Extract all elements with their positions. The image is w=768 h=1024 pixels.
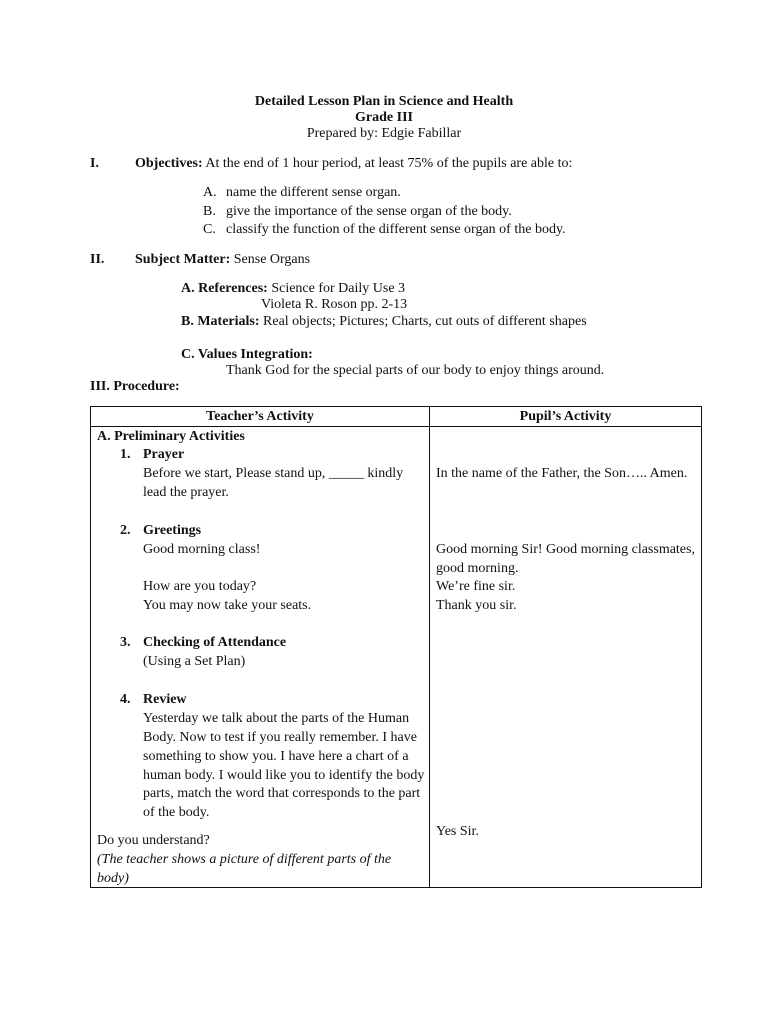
teacher-line: Body. Now to test if you really remember. I have bbox=[143, 730, 417, 745]
teacher-activity-cell bbox=[91, 427, 430, 888]
pupil-activity-cell bbox=[430, 427, 702, 888]
teacher-note: (The teacher shows a picture of different parts of the bbox=[97, 852, 392, 867]
teacher-line: of the body. bbox=[143, 805, 210, 820]
procedure-label: III. Procedure: bbox=[90, 379, 180, 394]
document-title: Detailed Lesson Plan in Science and Health bbox=[254, 94, 514, 109]
teacher-line: lead the prayer. bbox=[143, 485, 229, 500]
objective-letter: A. bbox=[203, 185, 217, 200]
references-text: Science for Daily Use 3 bbox=[271, 281, 406, 296]
teacher-line: something to show you. I have here a chart of a bbox=[143, 749, 409, 764]
pupil-line: Good morning Sir! Good morning classmates, bbox=[436, 542, 695, 557]
step-title: Checking of Attendance bbox=[143, 635, 287, 650]
pupil-line: In the name of the Father, the Son….. Amen. bbox=[436, 466, 688, 481]
prepared-by: Prepared by: Edgie Fabillar bbox=[306, 126, 462, 141]
teacher-line: Yesterday we talk about the parts of the Human bbox=[143, 711, 410, 726]
table-row bbox=[91, 427, 702, 888]
objectives-numeral: I. bbox=[90, 156, 99, 171]
pupil-line: Yes Sir. bbox=[436, 824, 479, 839]
teacher-line: human body. I would like you to identify the body bbox=[143, 768, 425, 783]
objective-letter: C. bbox=[203, 222, 216, 237]
objectives-text: At the end of 1 hour period, at least 75% of the pupils are able to: bbox=[205, 156, 573, 171]
objective-item: name the different sense organ. bbox=[226, 185, 401, 200]
teacher-line: Before we start, Please stand up, _____ kindly bbox=[143, 466, 404, 481]
teacher-line: parts, match the word that corresponds to the part bbox=[143, 786, 421, 801]
objective-item: give the importance of the sense organ of the body. bbox=[226, 204, 512, 219]
table-header-row bbox=[91, 407, 702, 427]
teacher-line: You may now take your seats. bbox=[143, 598, 312, 613]
step-title: Prayer bbox=[143, 447, 185, 462]
step-number: 3. bbox=[120, 635, 131, 650]
teacher-line: (Using a Set Plan) bbox=[143, 654, 246, 669]
values-text: Thank God for the special parts of our body to enjoy things around. bbox=[226, 363, 605, 378]
subject-numeral: II. bbox=[90, 252, 105, 267]
step-number: 4. bbox=[120, 692, 131, 707]
pupil-activity-header: Pupil’s Activity bbox=[430, 407, 702, 427]
pupil-line: Thank you sir. bbox=[436, 598, 517, 613]
objectives-label: Objectives: bbox=[135, 156, 203, 171]
references-author: Violeta R. Roson pp. 2-13 bbox=[261, 297, 408, 312]
values-label: C. Values Integration: bbox=[181, 347, 313, 362]
step-title: Review bbox=[143, 692, 187, 707]
teacher-note: body) bbox=[97, 871, 129, 886]
teacher-question: Do you understand? bbox=[97, 833, 210, 848]
references-line bbox=[181, 280, 405, 297]
materials-label: B. Materials: bbox=[181, 314, 260, 329]
procedure-table bbox=[90, 406, 702, 888]
materials-line bbox=[181, 313, 587, 330]
section-title: A. Preliminary Activities bbox=[97, 429, 245, 444]
subject-text: Sense Organs bbox=[233, 252, 311, 267]
objective-item: classify the function of the different sense organ of the body. bbox=[226, 222, 566, 237]
references-label: A. References: bbox=[181, 281, 268, 296]
materials-text: Real objects; Pictures; Charts, cut outs of different shapes bbox=[263, 314, 587, 329]
pupil-line: good morning. bbox=[436, 561, 519, 576]
pupil-line: We’re fine sir. bbox=[436, 579, 516, 594]
grade-level: Grade III bbox=[355, 110, 413, 125]
subject-line bbox=[135, 251, 310, 268]
teacher-line: How are you today? bbox=[143, 579, 257, 594]
teacher-line: Good morning class! bbox=[143, 542, 261, 557]
objectives-line bbox=[135, 155, 572, 172]
step-number: 1. bbox=[120, 447, 131, 462]
subject-label: Subject Matter: bbox=[135, 252, 231, 267]
step-title: Greetings bbox=[143, 523, 202, 538]
step-number: 2. bbox=[120, 523, 131, 538]
teacher-activity-header: Teacher’s Activity bbox=[91, 407, 430, 427]
objective-letter: B. bbox=[203, 204, 216, 219]
